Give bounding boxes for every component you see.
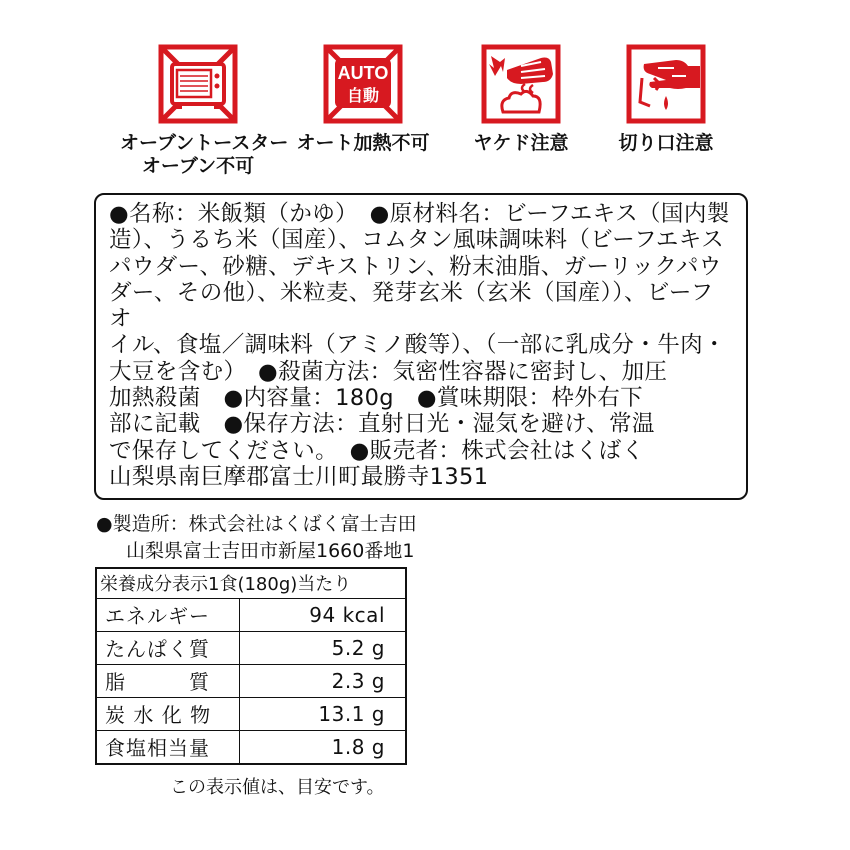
nutrient-value: 94 kcal bbox=[240, 598, 407, 631]
burn-caption bbox=[463, 132, 579, 155]
label-line: 造）、うるち米（国産）、コムタン風味調味料（ビーフエキス bbox=[109, 227, 725, 254]
nutrient-value: 5.2 g bbox=[240, 631, 407, 664]
oven-caption bbox=[120, 132, 289, 178]
auto-badge-top: AUTO bbox=[337, 63, 389, 83]
manufacturer-address: 山梨県富士吉田市新屋1660番地1 bbox=[126, 540, 415, 562]
label-line: 大豆を含む） ●殺菌方法：気密性容器に密封し、加圧 bbox=[109, 358, 668, 385]
auto-badge-bottom: 自動 bbox=[346, 86, 380, 105]
nutrient-label: 食塩相当量 bbox=[96, 730, 240, 764]
nutrition-header: 栄養成分表示1食(180g)当たり bbox=[96, 568, 406, 598]
burn-caption-line-1: ヤケド注意 bbox=[473, 132, 569, 154]
nutrient-label: 炭 水 化 物 bbox=[96, 697, 240, 730]
nutrition-header-row bbox=[96, 568, 406, 598]
ingredients-label-text bbox=[109, 201, 736, 490]
table-row bbox=[96, 664, 406, 697]
label-line: 山梨県南巨摩郡富士川町最勝寺1351 bbox=[109, 463, 489, 490]
cut-caption-line-1: 切り口注意 bbox=[618, 132, 714, 154]
nutrient-value: 13.1 g bbox=[240, 697, 407, 730]
oven-toaster-icon bbox=[158, 44, 238, 124]
nutrient-value: 1.8 g bbox=[240, 730, 407, 764]
label-line: イル、食塩／調味料（アミノ酸等）、（一部に乳成分・牛肉・ bbox=[109, 332, 726, 359]
label-line: パウダー、砂糖、デキストリン、粉末油脂、ガーリックパウ bbox=[109, 253, 722, 280]
burn-caution-icon bbox=[481, 44, 561, 124]
auto-caption bbox=[288, 132, 438, 155]
auto-icon bbox=[323, 44, 403, 124]
oven-caption-line-1: オーブントースター bbox=[120, 132, 289, 154]
oven-caption-line-2: オーブン不可 bbox=[141, 155, 255, 177]
nutrition-footnote: この表示値は、目安です。 bbox=[170, 777, 385, 798]
nutrient-label: エネルギー bbox=[96, 598, 240, 631]
cut-caution-icon bbox=[626, 44, 706, 124]
nutrition-table bbox=[95, 567, 407, 765]
nutrient-label: 脂 質 bbox=[96, 664, 240, 697]
nutrient-value: 2.3 g bbox=[240, 664, 407, 697]
table-row bbox=[96, 598, 406, 631]
label-line: 加熱殺菌 ●内容量：180g ●賞味期限：枠外右下 bbox=[109, 385, 643, 412]
label-line: で保存してください。 ●販売者：株式会社はくばく bbox=[109, 437, 645, 464]
label-line: ダー、その他）、米粒麦、発芽玄米（玄米（国産））、ビーフオ bbox=[109, 279, 714, 333]
manufacturer-name: ●製造所：株式会社はくばく富士吉田 bbox=[96, 513, 417, 535]
ingredients-label-box bbox=[94, 193, 748, 500]
cut-caption bbox=[606, 132, 726, 155]
table-row bbox=[96, 631, 406, 664]
label-line: 部に記載 ●保存方法：直射日光・湿気を避け、常温 bbox=[109, 411, 655, 438]
label-line: ●名称：米飯類（かゆ） ●原材料名：ビーフエキス（国内製 bbox=[109, 201, 730, 227]
table-row bbox=[96, 697, 406, 730]
auto-caption-line-1: オート加熱不可 bbox=[296, 132, 430, 154]
table-row bbox=[96, 730, 406, 764]
nutrient-label: たんぱく質 bbox=[96, 631, 240, 664]
